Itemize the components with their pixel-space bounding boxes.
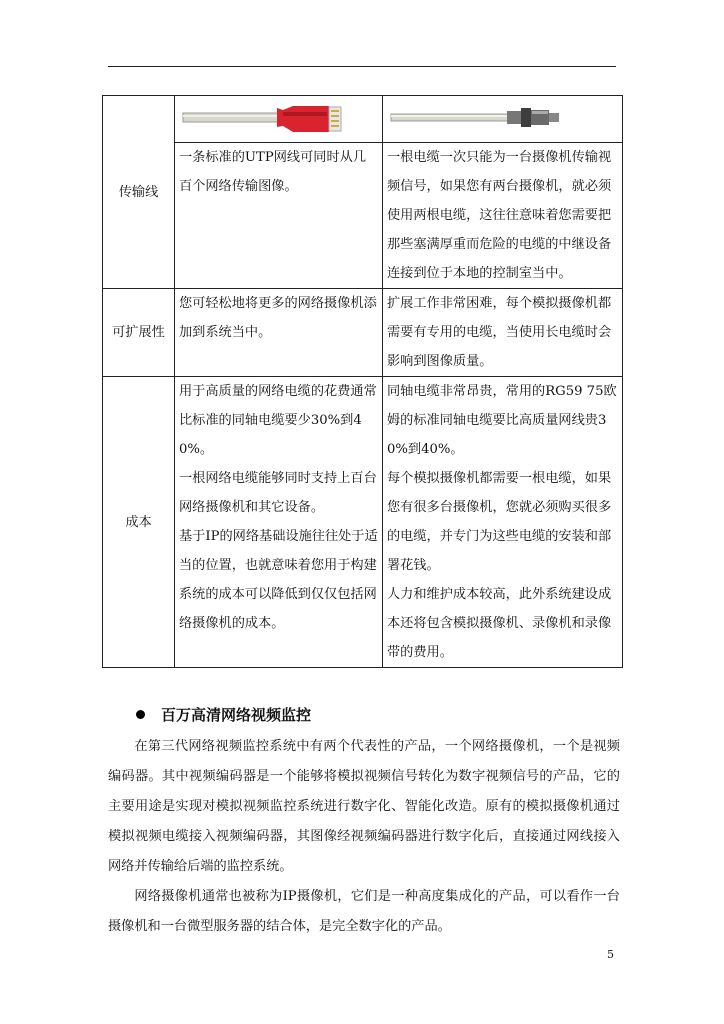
bullet-icon bbox=[136, 710, 145, 719]
scalability-ip-text: 您可轻松地将更多的网络摄像机添加到系统当中。 bbox=[179, 296, 377, 340]
transmission-analog-text: 一根电缆一次只能为一台摄像机传输视频信号，如果您有两台摄像机，就必须使用两根电缆，这往往意味着您需要把那些塞满厚重而危险的电缆的中继设备连接到位于本地的控制室当中。 bbox=[387, 150, 612, 281]
table-row-cost bbox=[103, 377, 623, 668]
cost-ip-cell bbox=[175, 377, 383, 668]
scalability-analog-cell bbox=[383, 289, 623, 377]
table-row-cable-images bbox=[103, 96, 623, 143]
scalability-ip-cell bbox=[175, 289, 383, 377]
cost-analog-text-3: 人力和维护成本较高，此外系统建设成本还将包含模拟摄像机、录像机和录像带的费用。 bbox=[387, 587, 612, 660]
cost-analog-cell bbox=[383, 377, 623, 668]
row-label-transmission: 传输线 bbox=[103, 96, 175, 289]
scalability-analog-text: 扩展工作非常困难，每个模拟摄像机都需要有专用的电缆，当使用长电缆时会影响到图像质量。 bbox=[387, 296, 612, 369]
coax-cable-image bbox=[387, 96, 618, 142]
header-rule bbox=[108, 66, 616, 67]
utp-cable-image-cell bbox=[175, 96, 383, 143]
cost-analog-text-1: 同轴电缆非常昂贵，常用的RG59 75欧姆的标准同轴电缆要比高质量网线贵30%到40%。 bbox=[387, 384, 617, 457]
section-heading bbox=[136, 703, 311, 727]
transmission-ip-cell bbox=[175, 143, 383, 289]
transmission-ip-text: 一条标准的UTP网线可同时从几百个网络传输图像。 bbox=[179, 150, 367, 194]
cost-ip-text-2: 一根网络电缆能够同时支持上百台网络摄像机和其它设备。 bbox=[179, 471, 377, 515]
section-heading-text: 百万高清网络视频监控 bbox=[161, 706, 312, 724]
cost-ip-text-1: 用于高质量的网络电缆的花费通常比标准的同轴电缆要少30%到40%。 bbox=[179, 384, 377, 457]
table-row-transmission bbox=[103, 143, 623, 289]
cost-ip-text-3: 基于IP的网络基础设施往往处于适当的位置，也就意味着您用于构建系统的成本可以降低到仅仅包括网络摄像机的成本。 bbox=[179, 529, 378, 631]
row-label-scalability: 可扩展性 bbox=[103, 289, 175, 377]
row-label-cost: 成本 bbox=[103, 377, 175, 668]
page-number: 5 bbox=[607, 948, 614, 961]
table-row-scalability bbox=[103, 289, 623, 377]
comparison-table bbox=[102, 95, 623, 668]
utp-cable-image bbox=[179, 96, 378, 142]
cost-analog-text-2: 每个模拟摄像机都需要一根电缆，如果您有很多台摄像机，您就必须购买很多的电缆，并专门为这些电缆的安装和部署花钱。 bbox=[387, 471, 612, 573]
body-text bbox=[108, 732, 620, 942]
paragraph-2: 网络摄像机通常也被称为IP摄像机，它们是一种高度集成化的产品，可以看作一台摄像机和一台微型服务器的结合体，是完全数字化的产品。 bbox=[108, 889, 620, 934]
coax-cable-image-cell bbox=[383, 96, 623, 143]
transmission-analog-cell bbox=[383, 143, 623, 289]
paragraph-1: 在第三代网络视频监控系统中有两个代表性的产品，一个网络摄像机，一个是视频编码器。其中视频编码器是一个能够将模拟视频信号转化为数字视频信号的产品，它的主要用途是实现对模拟视频监控系统进行数字化、智能化改造。原有的模拟摄像机通过模拟视频电缆接入视频编码器，其图像经视频编码器进行数字化后，直接通过网线接入网络并传输给后端的监控系统。 bbox=[108, 739, 620, 874]
